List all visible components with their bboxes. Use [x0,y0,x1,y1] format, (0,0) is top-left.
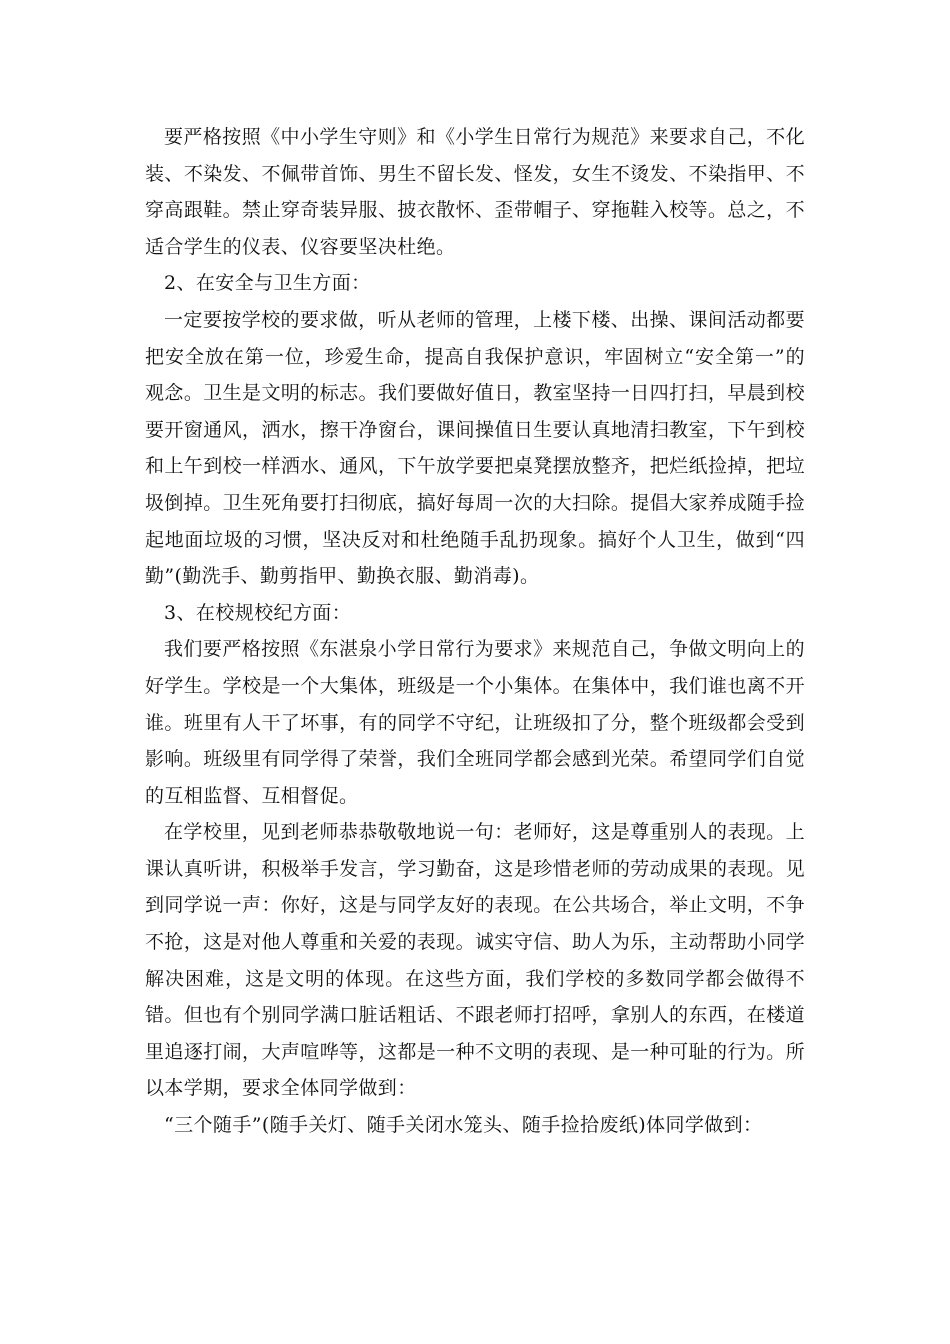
document-body [145,119,805,1144]
paragraph-safety-hygiene: 一定要按学校的要求做，听从老师的管理，上楼下楼、出操、课间活动都要把安全放在第一位，珍爱生命，提高自我保护意识，牢固树立“安全第一”的观念。卫生是文明的标志。我们要做好值日，教室坚持一日四打扫，早晨到校要开窗通风，洒水，擦干净窗台，课间操值日生要认真地清扫教室，下午到校和上午到校一样洒水、通风，下午放学要把桌凳摆放整齐，把烂纸捡掉，把垃圾倒掉。卫生死角要打扫彻底，搞好每周一次的大扫除。提倡大家养成随手捡起地面垃圾的习惯，坚决反对和杜绝随手乱扔现象。搞好个人卫生，做到“四勤”(勤洗手、勤剪指甲、勤换衣服、勤消毒)。 [145,308,805,588]
heading-safety-hygiene: 2、在安全与卫生方面： [164,272,371,295]
paragraph-civility: 在学校里，见到老师恭恭敬敬地说一句：老师好，这是尊重别人的表现。上课认真听讲，积极举手发言，学习勤奋，这是珍惜老师的劳动成果的表现。见到同学说一声：你好，这是与同学友好的表现。在公共场合，举止文明，不争不抢，这是对他人尊重和关爱的表现。诚实守信、助人为乐，主动帮助小同学解决困难，这是文明的体现。在这些方面，我们学校的多数同学都会做得不错。但也有个别同学满口脏话粗话、不跟老师打招呼，拿别人的东西，在楼道里追逐打闹，大声喧哗等，这都是一种不文明的表现、是一种可耻的行为。所以本学期，要求全体同学做到： [145,821,805,1100]
paragraph-three-habits: “三个随手”(随手关灯、随手关闭水笼头、随手捡拾废纸)体同学做到： [164,1114,763,1137]
paragraph-school-rules: 我们要严格按照《东湛泉小学日常行为要求》来规范自己，争做文明向上的好学生。学校是一个大集体，班级是一个小集体。在集体中，我们谁也离不开谁。班里有人干了坏事，有的同学不守纪，让班级扣了分，整个班级都会受到影响。班级里有同学得了荣誉，我们全班同学都会感到光荣。希望同学们自觉的互相监督、互相督促。 [145,638,805,807]
paragraph-appearance-rules: 要严格按照《中小学生守则》和《小学生日常行为规范》来要求自己，不化装、不染发、不佩带首饰、男生不留长发、怪发，女生不烫发、不染指甲、不穿高跟鞋。禁止穿奇装异服、披衣散怀、歪带帽子、穿拖鞋入校等。总之，不适合学生的仪表、仪容要坚决杜绝。 [145,126,805,258]
heading-school-rules: 3、在校规校纪方面： [164,601,352,624]
